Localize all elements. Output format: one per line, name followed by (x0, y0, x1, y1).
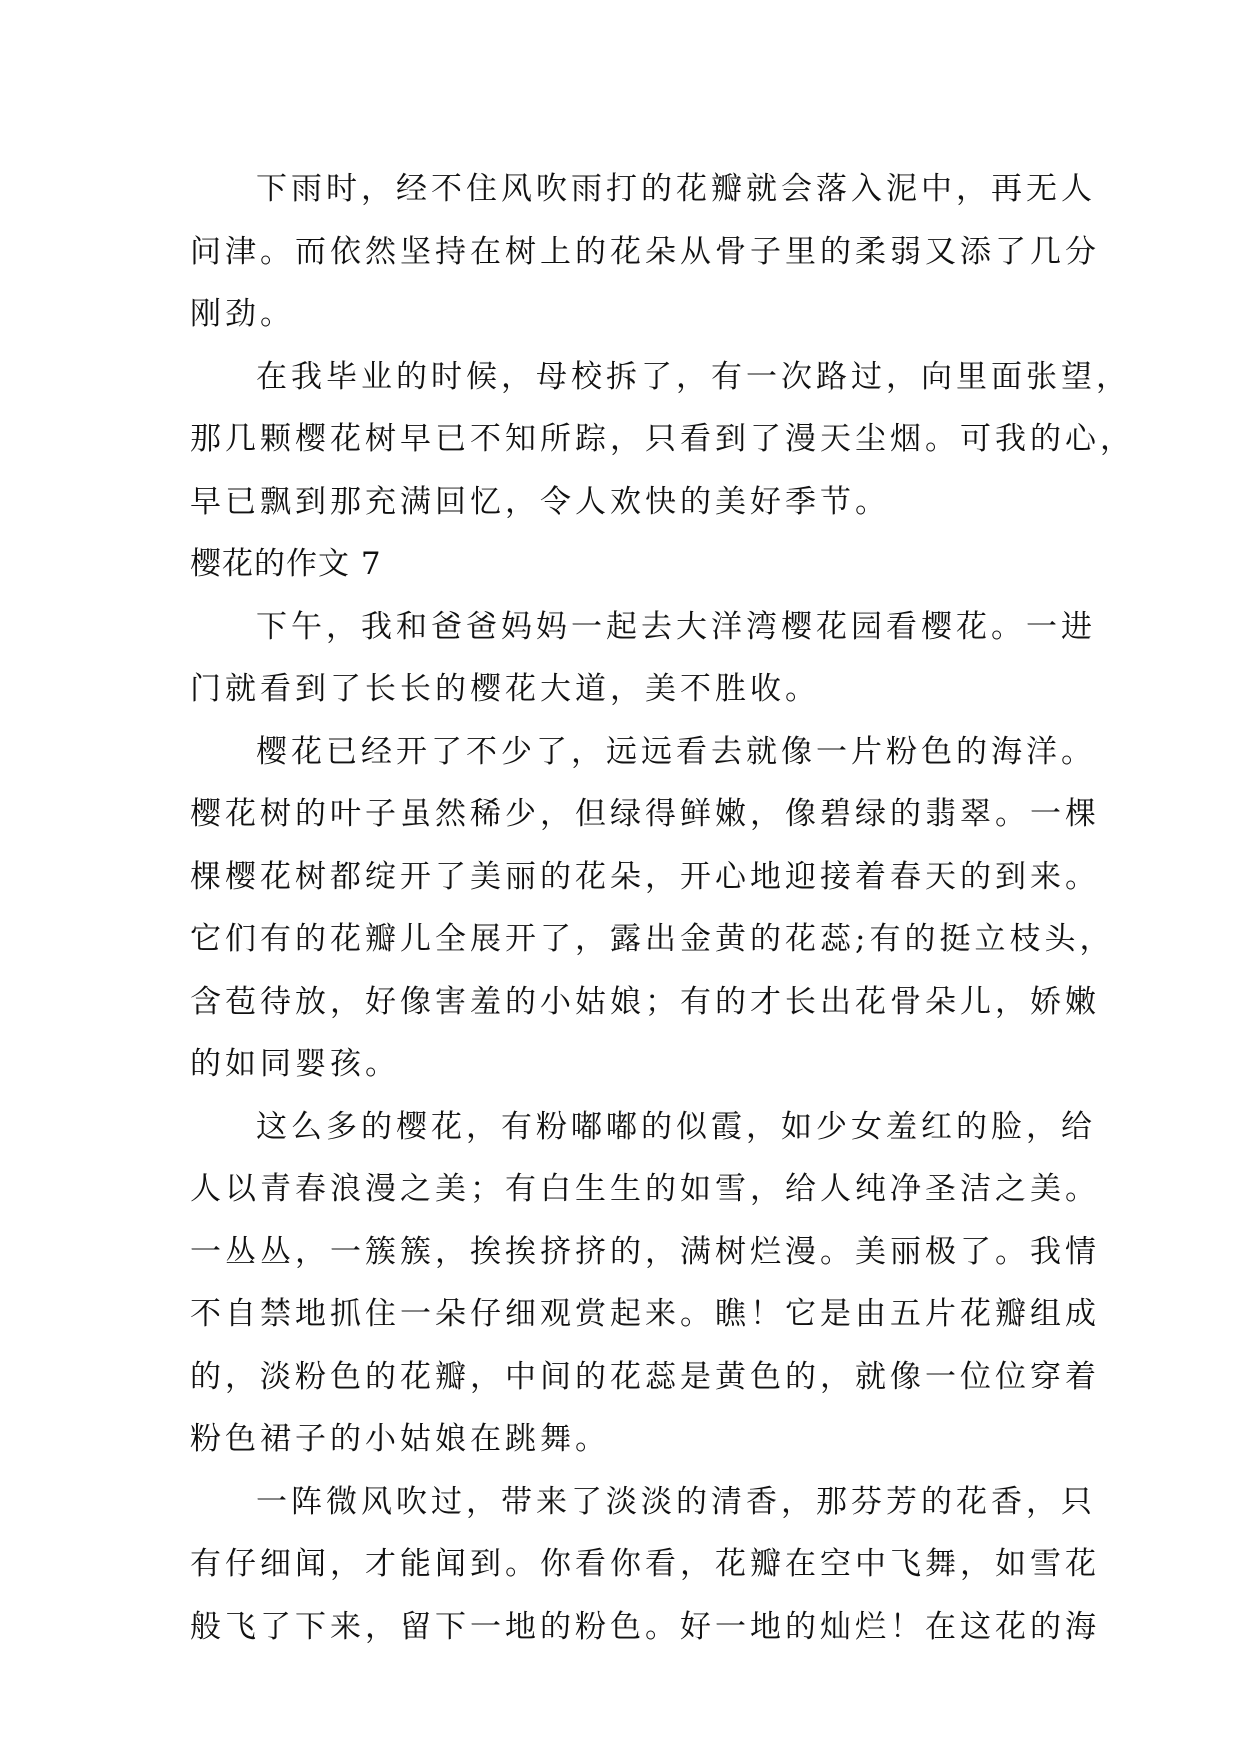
text-line: 般飞了下来，留下一地的粉色。好一地的灿烂！在这花的海 (190, 1608, 1100, 1645)
text-line: 一阵微风吹过，带来了淡淡的清香，那芬芳的花香，只 (256, 1483, 1096, 1520)
text-line: 一丛丛，一簇簇，挨挨挤挤的，满树烂漫。美丽极了。我情 (190, 1233, 1100, 1270)
essay-text (190, 158, 1135, 1658)
text-line: 粉色裙子的小姑娘在跳舞。 (190, 1421, 610, 1457)
text-line: 有仔细闻，才能闻到。你看你看，花瓣在空中飞舞，如雪花 (190, 1546, 1100, 1582)
text-line: 那几颗樱花树早已不知所踪，只看到了漫天尘烟。可我的心， (190, 421, 1135, 457)
text-line: 不自禁地抓住一朵仔细观赏起来。瞧！它是由五片花瓣组成 (190, 1296, 1100, 1332)
text-line: 的，淡粉色的花瓣，中间的花蕊是黄色的，就像一位位穿着 (190, 1358, 1100, 1395)
essay-heading: 樱花的作文 7 (190, 546, 382, 582)
text-line: 含苞待放，好像害羞的小姑娘；有的才长出花骨朵儿，娇嫩 (190, 983, 1100, 1020)
text-line: 下雨时，经不住风吹雨打的花瓣就会落入泥中，再无人 (256, 171, 1096, 207)
text-line: 早已飘到那充满回忆，令人欢快的美好季节。 (190, 483, 890, 520)
text-line: 它们有的花瓣儿全展开了，露出金黄的花蕊;有的挺立枝头， (190, 921, 1115, 957)
text-line: 的如同婴孩。 (190, 1046, 400, 1082)
text-line: 下午，我和爸爸妈妈一起去大洋湾樱花园看樱花。一进 (256, 608, 1096, 645)
text-line: 棵樱花树都绽开了美丽的花朵，开心地迎接着春天的到来。 (190, 858, 1100, 895)
text-line: 问津。而依然坚持在树上的花朵从骨子里的柔弱又添了几分 (190, 233, 1100, 270)
text-line: 樱花已经开了不少了，远远看去就像一片粉色的海洋。 (256, 733, 1096, 770)
text-line: 人以青春浪漫之美；有白生生的如雪，给人纯净圣洁之美。 (190, 1171, 1100, 1207)
text-line: 刚劲。 (190, 296, 295, 332)
text-line: 门就看到了长长的樱花大道，美不胜收。 (190, 671, 820, 707)
text-line: 樱花树的叶子虽然稀少，但绿得鲜嫩，像碧绿的翡翠。一棵 (190, 796, 1100, 832)
text-line: 这么多的樱花，有粉嘟嘟的似霞，如少女羞红的脸，给 (256, 1108, 1096, 1145)
text-line: 在我毕业的时候，母校拆了，有一次路过，向里面张望， (256, 358, 1131, 395)
